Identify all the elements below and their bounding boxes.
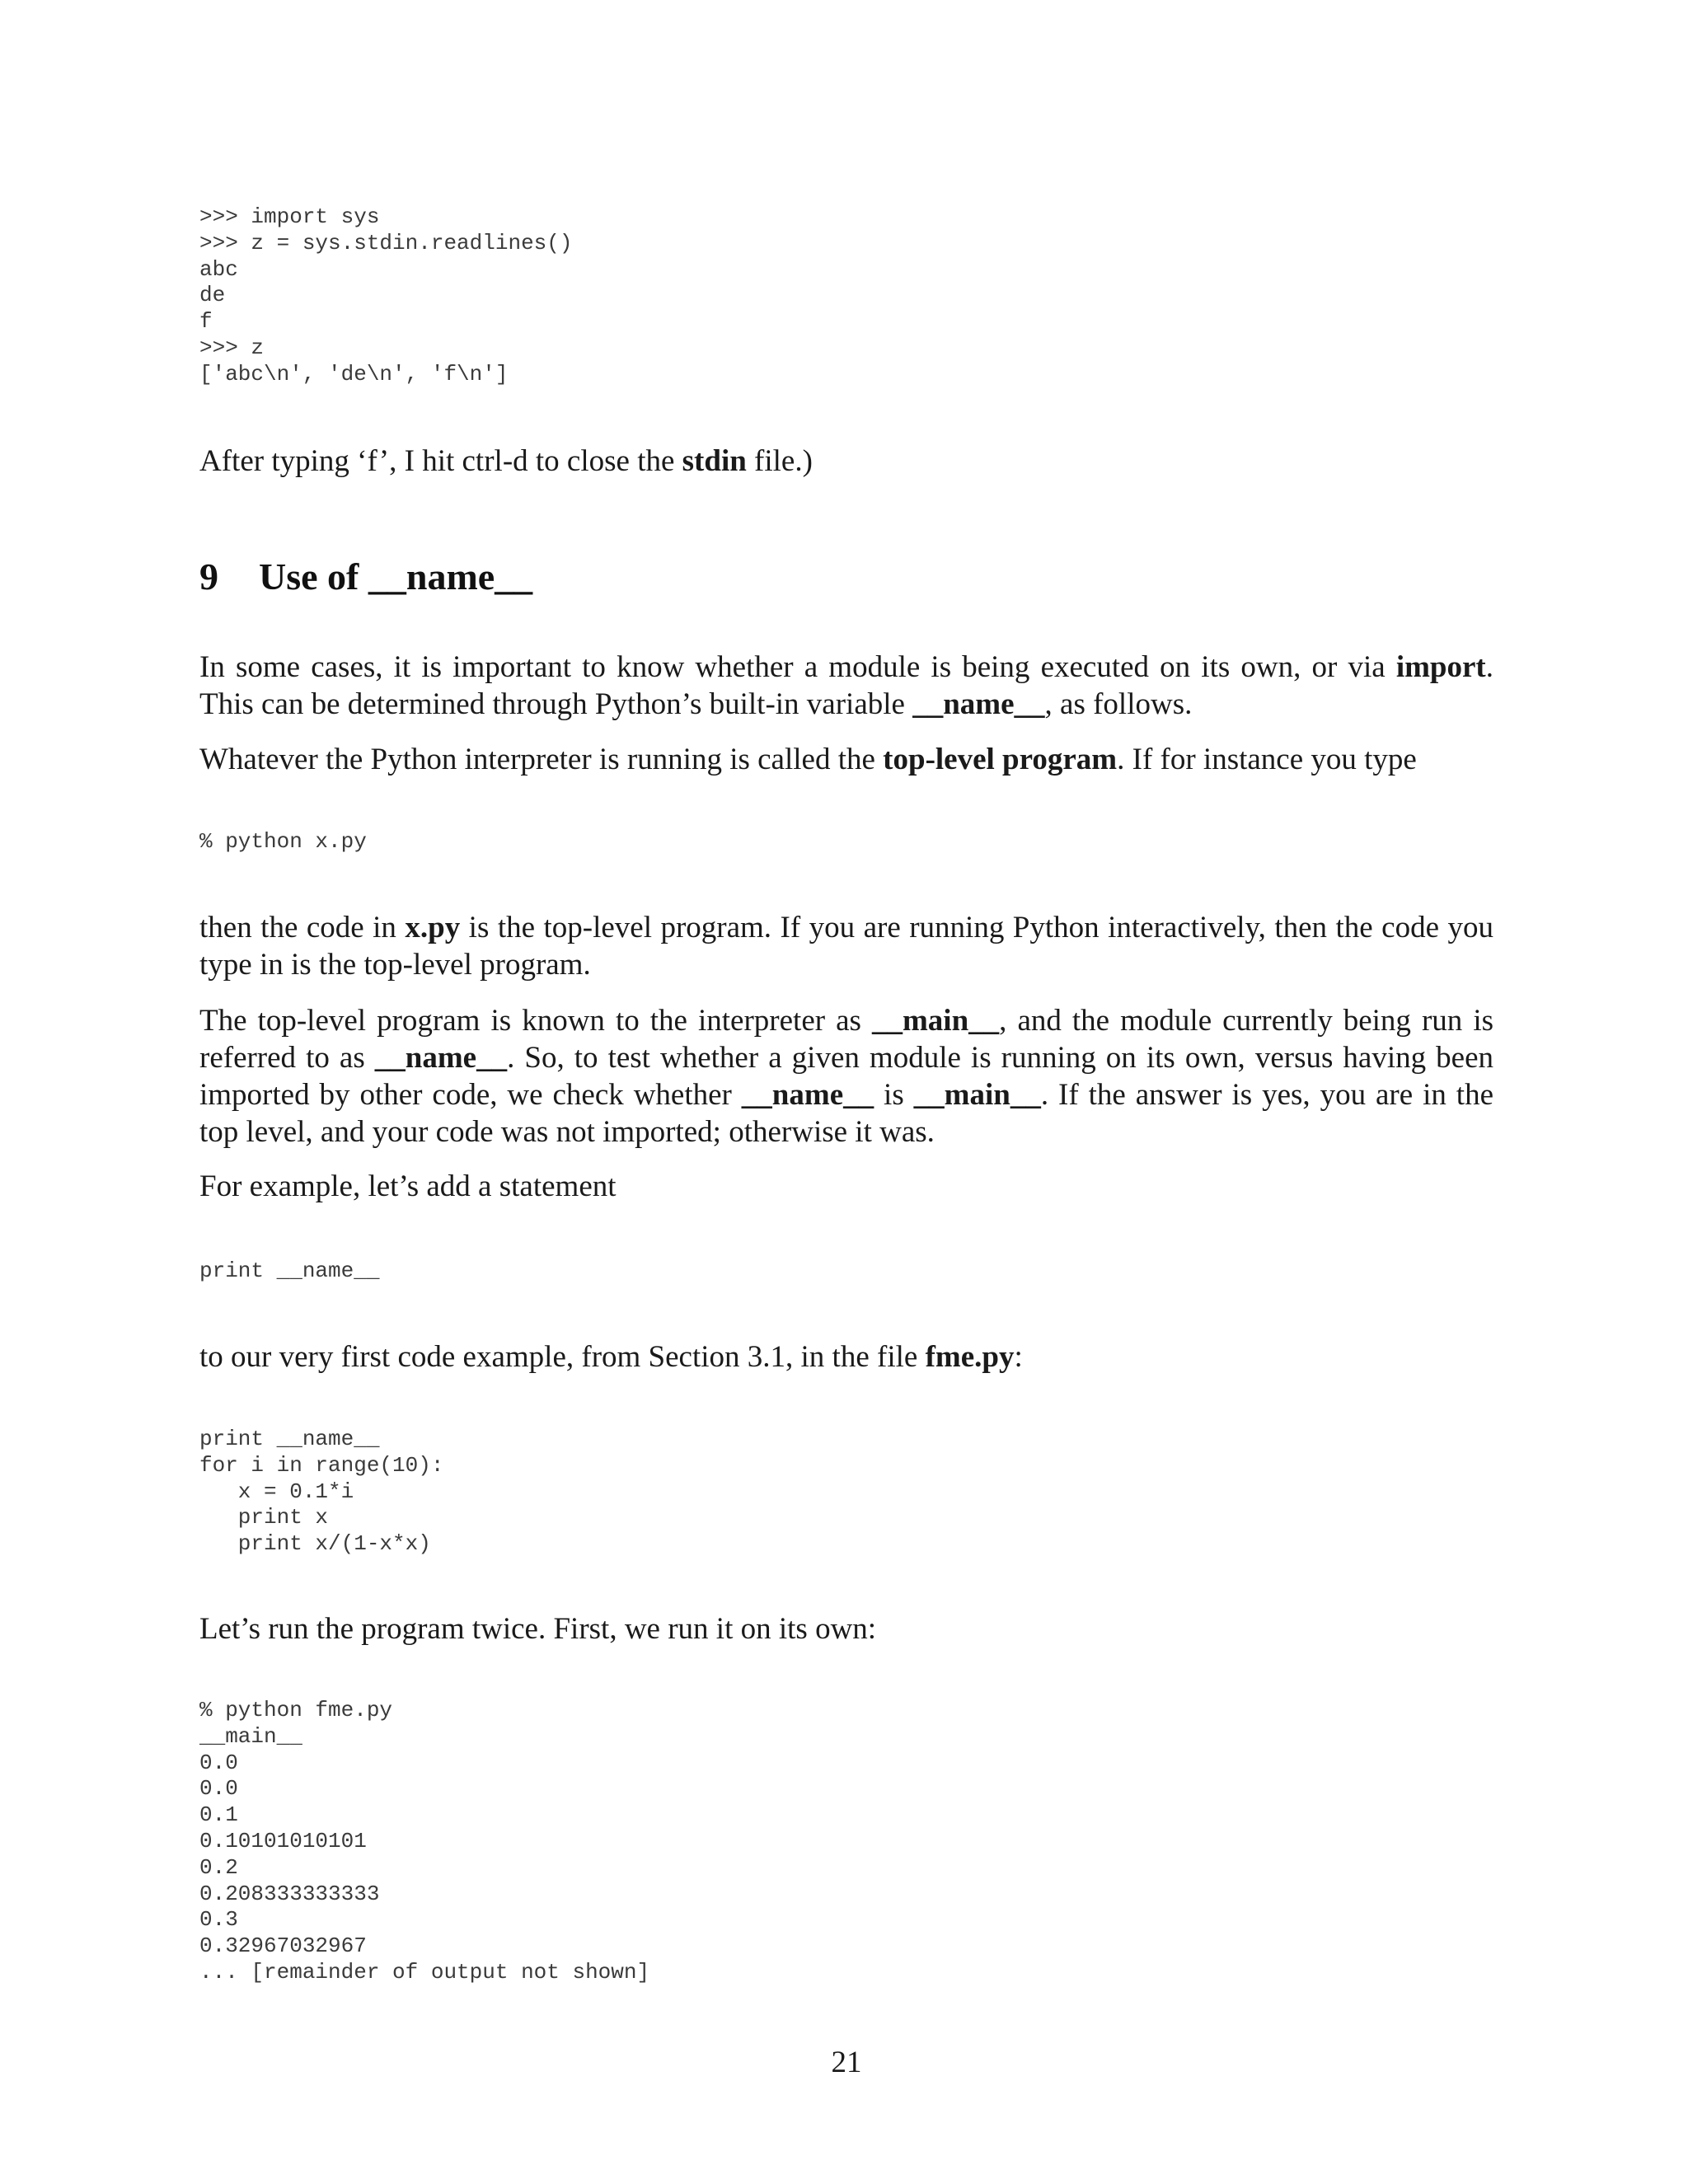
code-line: ['abc\n', 'de\n', 'f\n'] [199,361,509,387]
code-line: de [199,283,226,308]
code-line: >>> z = sys.stdin.readlines() [199,230,573,255]
code-line: __main__ [199,1723,302,1749]
code-block-stdin [199,204,572,388]
code-line: 0.3 [199,1907,238,1933]
code-line: f [199,309,213,335]
code-line: x = 0.1*i [199,1479,354,1504]
code-line: >>> z [199,335,265,360]
stdin-term: stdin [682,444,747,478]
xpy-term: x.py [405,911,461,944]
code-line: 0.10101010101 [199,1828,367,1854]
paragraph-example: For example, let’s add a statement [199,1169,617,1203]
code-line: print __name__ [199,1258,380,1283]
section-heading [199,554,532,600]
paragraph-main: The top-level program is known to the interpreter as __main__, and the module currently being run is referred to as __name__. So, to test whether a given module is running on its own, versus having been imported by other code, we check whether __name__ is __main__. If the answer is yes, you are in the top level, and your code was not imported; otherwise it was. [199,1004,1494,1149]
main-term: __main__ [913,1078,1041,1112]
code-line: 0.1 [199,1802,238,1828]
code-block-fme [199,1427,443,1558]
code-line: 0.32967032967 [199,1933,367,1959]
name-term: __name__ [912,687,1045,721]
top-level-term: top-level program [883,743,1118,776]
code-line: ... [remainder of output not shown] [199,1959,650,1985]
document-page [199,0,1493,2184]
name-term: __name__ [374,1041,508,1075]
name-term: __name__ [741,1078,874,1112]
section-title: Use of __name__ [259,555,533,598]
code-line: >>> import sys [199,204,380,229]
code-line: 0.208333333333 [199,1881,380,1906]
code-line: 0.2 [199,1854,238,1880]
code-line: for i in range(10): [199,1452,444,1478]
code-block-python-x [199,829,367,855]
paragraph-top-level: Whatever the Python interpreter is running is called the top-level program. If for instance you type [199,743,1417,776]
main-term: __main__ [871,1004,1000,1038]
page-number: 21 [831,2046,862,2079]
code-block-print-name [199,1258,379,1285]
import-term: import [1395,650,1486,684]
code-line: print x [199,1505,329,1530]
code-line: abc [199,256,238,282]
paragraph-fme: to our very first code example, from Section 3.1, in the file fme.py: [199,1340,1023,1374]
paragraph-intro-module: In some cases, it is important to know whether a module is being executed on its own, or via import. This can be determined through Python’s built-in variable __name__, as follows. [199,650,1493,721]
code-block-output [199,1698,649,1986]
code-line: 0.0 [199,1750,238,1775]
code-line: % python x.py [199,829,367,854]
fme-term: fme.py [925,1340,1015,1374]
paragraph-xpy: then the code in x.py is the top-level program. If you are running Python interactively, then the code you type in is the top-level program. [199,911,1493,982]
paragraph-run: Let’s run the program twice. First, we run it on its own: [199,1612,877,1646]
code-line: % python fme.py [199,1698,393,1722]
section-number: 9 [199,555,218,598]
code-line: print x/(1-x*x) [199,1531,431,1557]
paragraph-after-stdin: After typing ‘f’, I hit ctrl-d to close the stdin file.) [199,444,813,478]
code-line: print __name__ [199,1427,380,1451]
code-line: 0.0 [199,1776,238,1802]
